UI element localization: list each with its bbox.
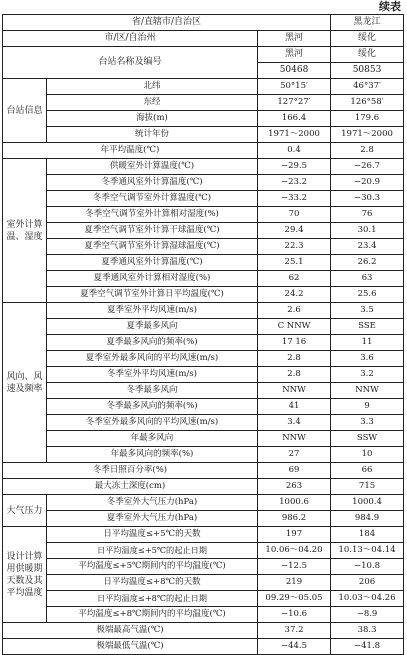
row-label: 年最多风向 — [47, 431, 258, 447]
value-cell: 17 16 — [258, 335, 331, 351]
row-label: 冬季最多风向的频率(%) — [47, 399, 258, 415]
row-label: 夏季通风室外计算相对湿度(%) — [47, 271, 258, 287]
value-cell: 127°27′ — [258, 95, 331, 111]
value-cell: 09.29～05.05 — [258, 591, 331, 607]
value-cell: 76 — [331, 207, 404, 223]
value-cell: 126°58′ — [331, 95, 404, 111]
value-cell: 3.2 — [331, 367, 404, 383]
row-label: 海拔(m) — [47, 111, 258, 127]
table-row — [3, 191, 404, 207]
table-row — [3, 111, 404, 127]
table-row — [3, 159, 404, 175]
value-cell: 1971～2000 — [331, 127, 404, 143]
table-row — [3, 591, 404, 607]
value-cell: −44.5 — [258, 639, 331, 655]
row-label: 极端最低气温(℃) — [3, 639, 258, 655]
value-cell: 25.6 — [331, 287, 404, 303]
province-value: 黑龙江 — [331, 15, 404, 31]
value-cell: −20.9 — [331, 175, 404, 191]
value-cell: 62 — [258, 271, 331, 287]
value-cell: 46°37′ — [331, 79, 404, 95]
header-city-row — [3, 31, 404, 47]
value-cell: −41.8 — [331, 639, 404, 655]
value-cell: 3.5 — [331, 303, 404, 319]
row-label: 夏季室外平均风速(m/s) — [47, 303, 258, 319]
row-label: 夏季通风室外计算温度(℃) — [47, 255, 258, 271]
value-cell: C NNW — [258, 319, 331, 335]
row-label: 极端最高气温(℃) — [3, 623, 258, 639]
value-cell: −33.2 — [258, 191, 331, 207]
row-label: 冬季空气调节室外计算相对湿度(%) — [47, 207, 258, 223]
table-row — [3, 623, 404, 639]
table-row — [3, 575, 404, 591]
table-row — [3, 95, 404, 111]
value-cell: 70 — [258, 207, 331, 223]
table-row — [3, 527, 404, 543]
table-row — [3, 335, 404, 351]
value-cell: 11 — [331, 335, 404, 351]
table-row — [3, 79, 404, 95]
table-row — [3, 399, 404, 415]
row-label: 平均温度≤+8℃期间内的平均温度(℃) — [47, 607, 258, 623]
value-cell: −30.3 — [331, 191, 404, 207]
table-row — [3, 559, 404, 575]
row-label: 东经 — [47, 95, 258, 111]
value-cell: 66 — [331, 463, 404, 479]
table-row — [3, 287, 404, 303]
value-cell: −29.5 — [258, 159, 331, 175]
station-id: 50468 — [258, 63, 331, 79]
value-cell: 2.8 — [258, 367, 331, 383]
climate-data-table — [2, 14, 404, 655]
group-station-info: 台站信息 — [3, 79, 47, 143]
row-label: 冬季最多风向 — [47, 383, 258, 399]
city-label: 市/区/自治州 — [3, 31, 258, 47]
table-row — [3, 143, 404, 159]
group-pressure: 大气压力 — [3, 495, 47, 527]
value-cell: 2.8 — [331, 143, 404, 159]
table-row — [3, 543, 404, 559]
value-cell: 166.4 — [258, 111, 331, 127]
row-label: 日平均温度≤+5℃的天数 — [47, 527, 258, 543]
group-wind: 风向、风速及频率 — [3, 303, 47, 463]
value-cell: 1971～2000 — [258, 127, 331, 143]
value-cell: 24.2 — [258, 287, 331, 303]
group-heating-days: 设计计算用供暖期天数及其平均温度 — [3, 527, 47, 623]
table-row — [3, 383, 404, 399]
row-label: 夏季最多风向的频率(%) — [47, 335, 258, 351]
table-row — [3, 479, 404, 495]
row-label: 供暖室外计算温度(℃) — [47, 159, 258, 175]
value-cell: 263 — [258, 479, 331, 495]
value-cell: 10.06～04.20 — [258, 543, 331, 559]
station-name: 绥化 — [331, 47, 404, 63]
row-label: 最大冻土深度(cm) — [3, 479, 258, 495]
value-cell: −23.2 — [258, 175, 331, 191]
city-value: 黑河 — [258, 31, 331, 47]
row-label: 夏季空气调节室外计算日平均温度(℃) — [47, 287, 258, 303]
value-cell: 197 — [258, 527, 331, 543]
continued-label: 续表 — [379, 0, 401, 13]
table-row — [3, 431, 404, 447]
value-cell: −10.6 — [258, 607, 331, 623]
table-row — [3, 463, 404, 479]
value-cell: 179.6 — [331, 111, 404, 127]
value-cell: 22.3 — [258, 239, 331, 255]
value-cell: 3.6 — [331, 351, 404, 367]
value-cell: 41 — [258, 399, 331, 415]
value-cell: 23.4 — [331, 239, 404, 255]
row-label: 统计年份 — [47, 127, 258, 143]
value-cell: NNW — [331, 383, 404, 399]
value-cell: 26.2 — [331, 255, 404, 271]
table-row — [3, 223, 404, 239]
group-outdoor-temp-humidity: 室外计算温、湿度 — [3, 159, 47, 303]
row-label: 冬季室外大气压力(hPa) — [47, 495, 258, 511]
value-cell: 3.4 — [258, 415, 331, 431]
row-label: 冬季通风室外计算温度(℃) — [47, 175, 258, 191]
table-row — [3, 511, 404, 527]
table-row — [3, 239, 404, 255]
table-row — [3, 495, 404, 511]
row-label: 平均温度≤+5℃期间内的平均温度(℃) — [47, 559, 258, 575]
table-row — [3, 175, 404, 191]
value-cell: 10 — [331, 447, 404, 463]
value-cell: 37.2 — [258, 623, 331, 639]
row-label: 冬季室外最多风向的平均风速(m/s) — [47, 415, 258, 431]
value-cell: NNW — [258, 431, 331, 447]
value-cell: 63 — [331, 271, 404, 287]
value-cell: 206 — [331, 575, 404, 591]
province-label: 省/直辖市/自治区 — [3, 15, 331, 31]
value-cell: 219 — [258, 575, 331, 591]
row-label: 日平均温度≤+8℃的天数 — [47, 575, 258, 591]
table-row — [3, 303, 404, 319]
table-row — [3, 351, 404, 367]
table-row — [3, 639, 404, 655]
city-value: 绥化 — [331, 31, 404, 47]
value-cell: 30.1 — [331, 223, 404, 239]
row-label: 年最多风向的频率(%) — [47, 447, 258, 463]
table-row — [3, 415, 404, 431]
table-row — [3, 127, 404, 143]
value-cell: 2.6 — [258, 303, 331, 319]
row-label: 日平均温度≤+5℃的起止日期 — [47, 543, 258, 559]
row-label: 夏季最多风向 — [47, 319, 258, 335]
value-cell: 184 — [331, 527, 404, 543]
value-cell: 0.4 — [258, 143, 331, 159]
row-label: 夏季室外大气压力(hPa) — [47, 511, 258, 527]
table-row — [3, 255, 404, 271]
value-cell: −10.8 — [331, 559, 404, 575]
value-cell: 29.4 — [258, 223, 331, 239]
table-row — [3, 607, 404, 623]
value-cell: 69 — [258, 463, 331, 479]
row-label: 北纬 — [47, 79, 258, 95]
value-cell: −12.5 — [258, 559, 331, 575]
station-id: 50853 — [331, 63, 404, 79]
value-cell: 10.13～04.14 — [331, 543, 404, 559]
value-cell: −8.9 — [331, 607, 404, 623]
value-cell: 2.8 — [258, 351, 331, 367]
station-name: 黑河 — [258, 47, 331, 63]
value-cell: 50°15′ — [258, 79, 331, 95]
value-cell: 984.9 — [331, 511, 404, 527]
table-row — [3, 447, 404, 463]
table-row — [3, 271, 404, 287]
row-label: 夏季室外最多风向的平均风速(m/s) — [47, 351, 258, 367]
row-label: 冬季室外平均风速(m/s) — [47, 367, 258, 383]
value-cell: 27 — [258, 447, 331, 463]
value-cell: SSE — [331, 319, 404, 335]
value-cell: 38.3 — [331, 623, 404, 639]
value-cell: 3.3 — [331, 415, 404, 431]
row-label: 年平均温度(℃) — [3, 143, 258, 159]
value-cell: NNW — [258, 383, 331, 399]
row-label: 夏季空气调节室外计算湿球温度(℃) — [47, 239, 258, 255]
value-cell: 10.03～04.26 — [331, 591, 404, 607]
row-label: 冬季日照百分率(%) — [3, 463, 258, 479]
station-label: 台站名称及编号 — [3, 47, 258, 79]
table-row — [3, 367, 404, 383]
value-cell: 9 — [331, 399, 404, 415]
value-cell: 986.2 — [258, 511, 331, 527]
header-station-name-row — [3, 47, 404, 63]
table-row — [3, 319, 404, 335]
table-row — [3, 207, 404, 223]
row-label: 日平均温度≤+8℃的起止日期 — [47, 591, 258, 607]
value-cell: 1000.6 — [258, 495, 331, 511]
value-cell: SSW — [331, 431, 404, 447]
value-cell: −26.7 — [331, 159, 404, 175]
value-cell: 715 — [331, 479, 404, 495]
row-label: 夏季空气调节室外计算干球温度(℃) — [47, 223, 258, 239]
header-province-row — [3, 15, 404, 31]
value-cell: 1000.4 — [331, 495, 404, 511]
value-cell: 25.1 — [258, 255, 331, 271]
row-label: 冬季空气调节室外计算温度(℃) — [47, 191, 258, 207]
